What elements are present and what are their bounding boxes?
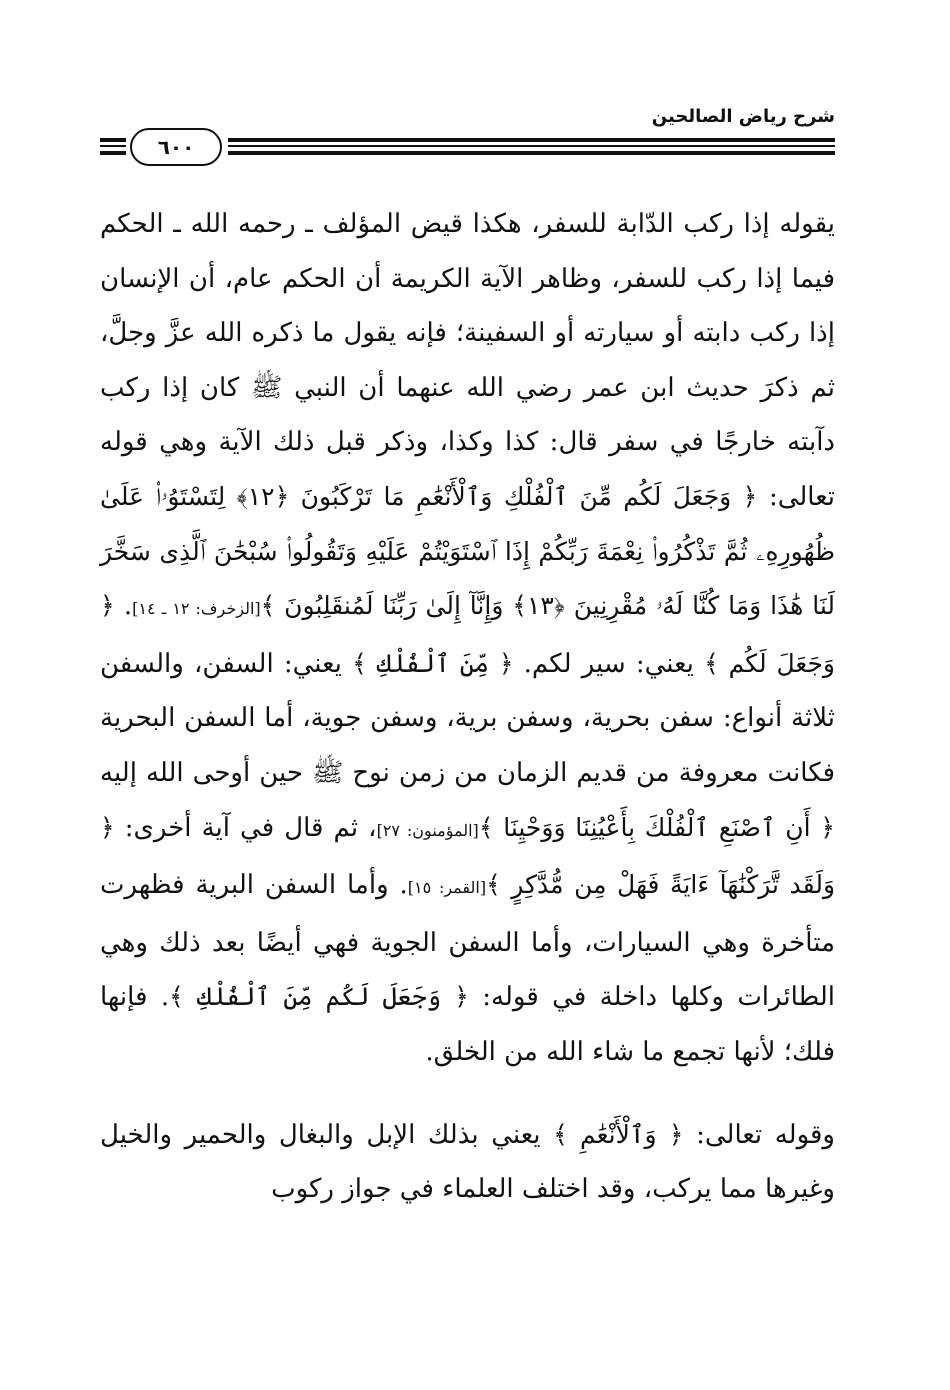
verse-reference: [القمر: ١٥] [407,878,487,898]
quran-verse: ﴿ وَلَقَد تَّرَكْنَٰهَآ ءَايَةً فَهَلْ مِن مُّدَّكِرٍ ﴾ [100,812,836,900]
quran-verse: ﴿ مِّنَ ٱلْفُلْكِ ﴾ [352,648,514,678]
text-segment: يعني بذلك الإبل والبغال والحمير والخيل وغيرها مما يركب، وقد اختلف العلماء في جواز ركوب [100,1119,835,1205]
header-rule [100,138,126,142]
text-segment: . [114,591,133,622]
text-segment: يقوله إذا ركب الدّابة للسفر، هكذا قيض المؤلف ـ رحمه الله ـ الحكم فيما إذا ركب للسفر، وظاهر الآية الكريمة أن الحكم عام، أن الإنسان إذا ركب دابته أو سيارته أو السفينة؛ فإنه يقول ما ذكره الله عزَّ وجلَّ، ثم ذكرَ حديث ابن عمر رضي الله عنهما أن النبي ﷺ كان إذا ركب دآبته خارجًا في سفر قال: كذا وكذا، وذكر قبل ذلك الآية وهي قوله تعالى: [100,209,835,512]
text-segment: ، ثم قال في آية أخرى: [114,812,377,843]
page-header [100,100,835,170]
header-rule [228,145,835,147]
header-rule [228,151,835,155]
verse-reference: [الزخرف: ١٢ ـ ١٤] [132,599,261,619]
paragraph [100,1108,835,1217]
text-segment: يعني: سير لكم. [513,648,705,679]
quran-verse: ﴿ وَٱلْأَنْعَٰمِ ﴾ [553,1119,684,1149]
text-segment: وقوله تعالى: [683,1119,835,1150]
paragraph [100,197,835,1080]
text-segment: . وأما السفن البرية فظهرت متأخرة وهي السيارات، وأما السفن الجوية فهي أيضًا بعد ذلك وهي الطائرات وكلها داخلة في قوله: [100,870,835,1013]
quran-verse: ﴿ وَجَعَلَ لَكُم مِّنَ ٱلْفُلْكِ ﴾ [169,982,469,1012]
text-segment: . فإنها فلك؛ لأنها تجمع ما شاء الله من الخلق. [100,982,835,1067]
quran-verse: ﴿ أَنِ ٱصْنَعِ ٱلْفُلْكَ بِأَعْيُنِنَا وَوَحْيِنَا ﴾ [478,812,836,842]
quran-verse: ﴿ وَجَعَلَ لَكُم ﴾ [100,591,835,678]
header-rule [100,145,126,147]
page-body [100,197,835,1217]
page-number: ٦٠٠ [130,128,222,166]
header-rule [228,138,835,142]
book-title: شرح رياض الصالحين [651,106,835,127]
header-rule [100,151,126,155]
text-segment: يعني: السفن، والسفن ثلاثة أنواع: سفن بحرية، وسفن برية، وسفن جوية، أما السفن البحرية فكانت معروفة من قديم الزمان من زمن نوح ﷺ حين أوحى الله إليه [100,648,835,788]
quran-verse: ﴿ وَجَعَلَ لَكُم مِّنَ ٱلْفُلْكِ وَٱلْأَنْعَٰمِ مَا تَرْكَبُونَ ﴿١٢﴾ لِتَسْتَوُۥا۟ عَلَىٰ ظُهُورِهِۦ ثُمَّ تَذْكُرُوا۟ نِعْمَةَ رَبِّكُمْ إِذَا ٱسْتَوَيْتُمْ عَلَيْهِ وَتَقُولُوا۟ سُبْحَٰنَ ٱلَّذِى سَخَّرَ لَنَا هَٰذَا وَمَا كُنَّا لَهُۥ مُقْرِنِينَ ﴿١٣﴾ وَإِنَّآ إِلَىٰ رَبِّنَا لَمُنقَلِبُونَ ﴾ [100,481,836,621]
verse-reference: [المؤمنون: ٢٧] [376,820,479,840]
